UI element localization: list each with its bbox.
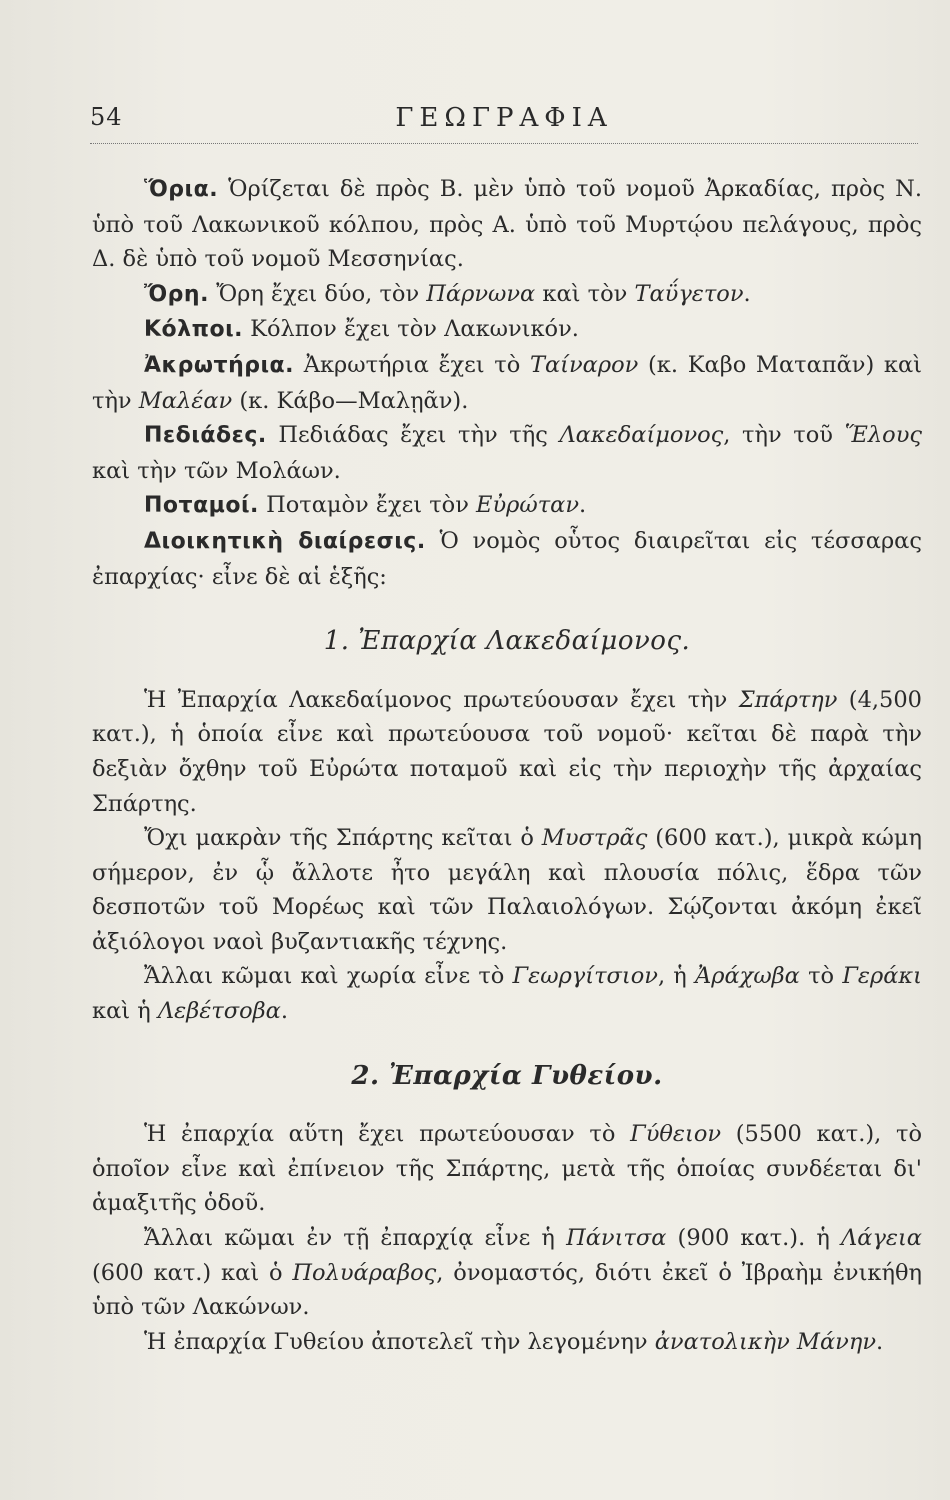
paragraph	[92, 959, 922, 1028]
entry-divisions	[92, 524, 922, 594]
section-heading-lakedaimonos: 1. Ἐπαρχία Λακεδαίμονος.	[323, 626, 691, 657]
place-name: Γεράκι	[842, 963, 922, 990]
place-name: Λακεδαίμονος	[559, 422, 724, 449]
entry-heading: Ἀκρωτήρια.	[144, 352, 295, 378]
entry-text: Ὁ νομὸς οὗτος διαιρεῖται εἰς τέσσαρας ἐπαρχίας· εἶνε δὲ αἱ ἑξῆς:	[92, 527, 922, 590]
paragraph-text: Ἄλλαι κῶμαι καὶ χωρία εἶνε τὸ	[144, 963, 513, 990]
entry-text: , τὴν τοῦ	[723, 422, 845, 449]
place-name: Ἕλους	[844, 422, 922, 449]
entry-text: Ἀκρωτήρια ἔχει τὸ	[294, 351, 530, 378]
entry-capes	[92, 348, 922, 418]
entry-heading: Ὄρη.	[144, 281, 209, 307]
paragraph-text: Ἡ ἐπαρχία Γυθείου ἀποτελεῖ τὴν λεγομένην	[144, 1328, 655, 1355]
paragraph-text: , ἡ	[657, 963, 696, 990]
entry-text: (κ. Καβο Ματαπᾶν) καὶ τὴν	[92, 351, 922, 414]
page-header	[90, 103, 918, 143]
paragraph-text: .	[280, 998, 288, 1025]
running-title: ΓΕΩΓΡΑΦΙΑ	[395, 103, 613, 133]
entry-text: καὶ τὴν τῶν Μολάων.	[92, 457, 341, 484]
paragraph-text: , ὀνομαστός, διότι ἐκεῖ ὁ Ἰβραὴμ ἐνικήθη ὑπὸ τῶν Λακώνων.	[92, 1259, 922, 1321]
place-name: Μαλέαν	[138, 387, 233, 414]
entry-text: Κόλπον ἔχει τὸν Λακωνικόν.	[243, 316, 579, 343]
entry-borders	[92, 172, 922, 277]
paragraph	[92, 1221, 922, 1325]
entry-text: (κ. Κάβο—Μαλῃᾶν).	[232, 387, 469, 414]
place-name: Πάνιτσα	[566, 1225, 667, 1252]
place-name: Πάρνωνα	[426, 280, 536, 307]
entry-text: καὶ τὸν	[535, 280, 635, 307]
entry-text: Ποταμὸν ἔχει τὸν	[258, 492, 477, 519]
paragraph-text: (600 κατ.), μικρὰ κώμη σήμερον, ἐν ᾧ ἄλλοτε ἦτο μεγάλη καὶ πλουσία πόλις, ἕδρα τῶν δεσποτῶν τοῦ Μορέως καὶ τῶν Παλαιολόγων. Σῴζονται ἀκόμη ἐκεῖ ἀξιόλογοι ναοὶ βυζαντιακῆς τέχνης.	[92, 825, 922, 955]
place-name: Ταΰγετον	[634, 280, 744, 307]
place-name: Μυστρᾶς	[541, 825, 648, 852]
entry-text: Πεδιάδας ἔχει τὴν τῆς	[266, 422, 560, 449]
paragraph-text: Ὄχι μακρὰν τῆς Σπάρτης κεῖται ὁ	[144, 825, 542, 852]
place-name: Ἀράχωβα	[695, 963, 800, 990]
place-name: Γεωργίτσιον	[512, 963, 658, 990]
paragraph-text: τὸ	[799, 963, 843, 990]
place-name: Ταίναρον	[529, 351, 639, 378]
paragraph-text: (4,500 κατ.), ἡ ὁποία εἶνε καὶ πρωτεύουσα τοῦ νομοῦ· κεῖται δὲ παρὰ τὴν δεξιὰν ὄχθην τοῦ Εὐρώτα ποταμοῦ καὶ εἰς τὴν περιοχὴν τῆς ἀρχαίας Σπάρτης.	[92, 686, 922, 817]
paragraph-text: Ἄλλαι κῶμαι ἐν τῇ ἐπαρχίᾳ εἶνε ἡ	[144, 1225, 567, 1252]
page-number: 54	[90, 103, 123, 131]
entry-rivers	[92, 488, 922, 524]
entry-text: .	[743, 280, 751, 307]
place-name: Λάγεια	[841, 1225, 922, 1252]
paragraph	[92, 1117, 922, 1221]
entry-text: Ὁρίζεται δὲ πρὸς Β. μὲν ὑπὸ τοῦ νομοῦ Ἀρκαδίας, πρὸς Ν. ὑπὸ τοῦ Λακωνικοῦ κόλπου, πρὸς Α. ὑπὸ τοῦ Μυρτῴου πελάγους, πρὸς Δ. δὲ ὑπὸ τοῦ νομοῦ Μεσσηνίας.	[92, 176, 922, 273]
place-name: Γύθειον	[630, 1121, 722, 1148]
place-name: Πολυάραβος	[292, 1259, 437, 1286]
entry-heading: Κόλποι.	[144, 317, 244, 343]
paragraph	[92, 821, 922, 959]
entry-text: .	[579, 492, 587, 519]
entry-mountains	[92, 277, 922, 313]
entry-heading: Ὅρια.	[144, 177, 219, 202]
paragraph-text: (5500 κατ.), τὸ ὁποῖον εἶνε καὶ ἐπίνειον τῆς Σπάρτης, μετὰ τῆς ὁποίας συνδέεται δι' ἁμαξιτῆς ὁδοῦ.	[92, 1121, 923, 1217]
entry-heading: Πεδιάδες.	[144, 423, 267, 449]
place-name: Λεβέτσοβα	[157, 998, 281, 1025]
paragraph	[92, 683, 922, 821]
paragraph-text: (900 κατ.). ἡ	[666, 1225, 842, 1252]
place-name: ἀνατολικὴν Μάνην	[654, 1328, 876, 1355]
entry-gulfs	[92, 312, 922, 348]
entry-plains	[92, 418, 922, 488]
page-body	[92, 172, 922, 1359]
entry-heading: Διοικητικὴ διαίρεσις.	[144, 528, 426, 554]
place-name: Εὐρώταν	[476, 492, 580, 519]
place-name: Σπάρτην	[738, 686, 838, 713]
paragraph-text: καὶ ἡ	[92, 998, 158, 1025]
paragraph-text: Ἡ ἐπαρχία αὕτη ἔχει πρωτεύουσαν τὸ	[144, 1121, 631, 1148]
paragraph-text: (600 κατ.) καὶ ὁ	[92, 1259, 293, 1286]
entry-text: Ὄρη ἔχει δύο, τὸν	[208, 280, 427, 307]
entry-heading: Ποταμοί.	[144, 493, 259, 519]
paragraph	[92, 1325, 922, 1360]
section-heading-gytheiou: 2. Ἐπαρχία Γυθείου.	[351, 1060, 663, 1091]
paragraph-text: .	[876, 1328, 884, 1355]
paragraph-text: Ἡ Ἐπαρχία Λακεδαίμονος πρωτεύουσαν ἔχει τὴν	[144, 686, 739, 713]
header-rule	[90, 143, 918, 144]
